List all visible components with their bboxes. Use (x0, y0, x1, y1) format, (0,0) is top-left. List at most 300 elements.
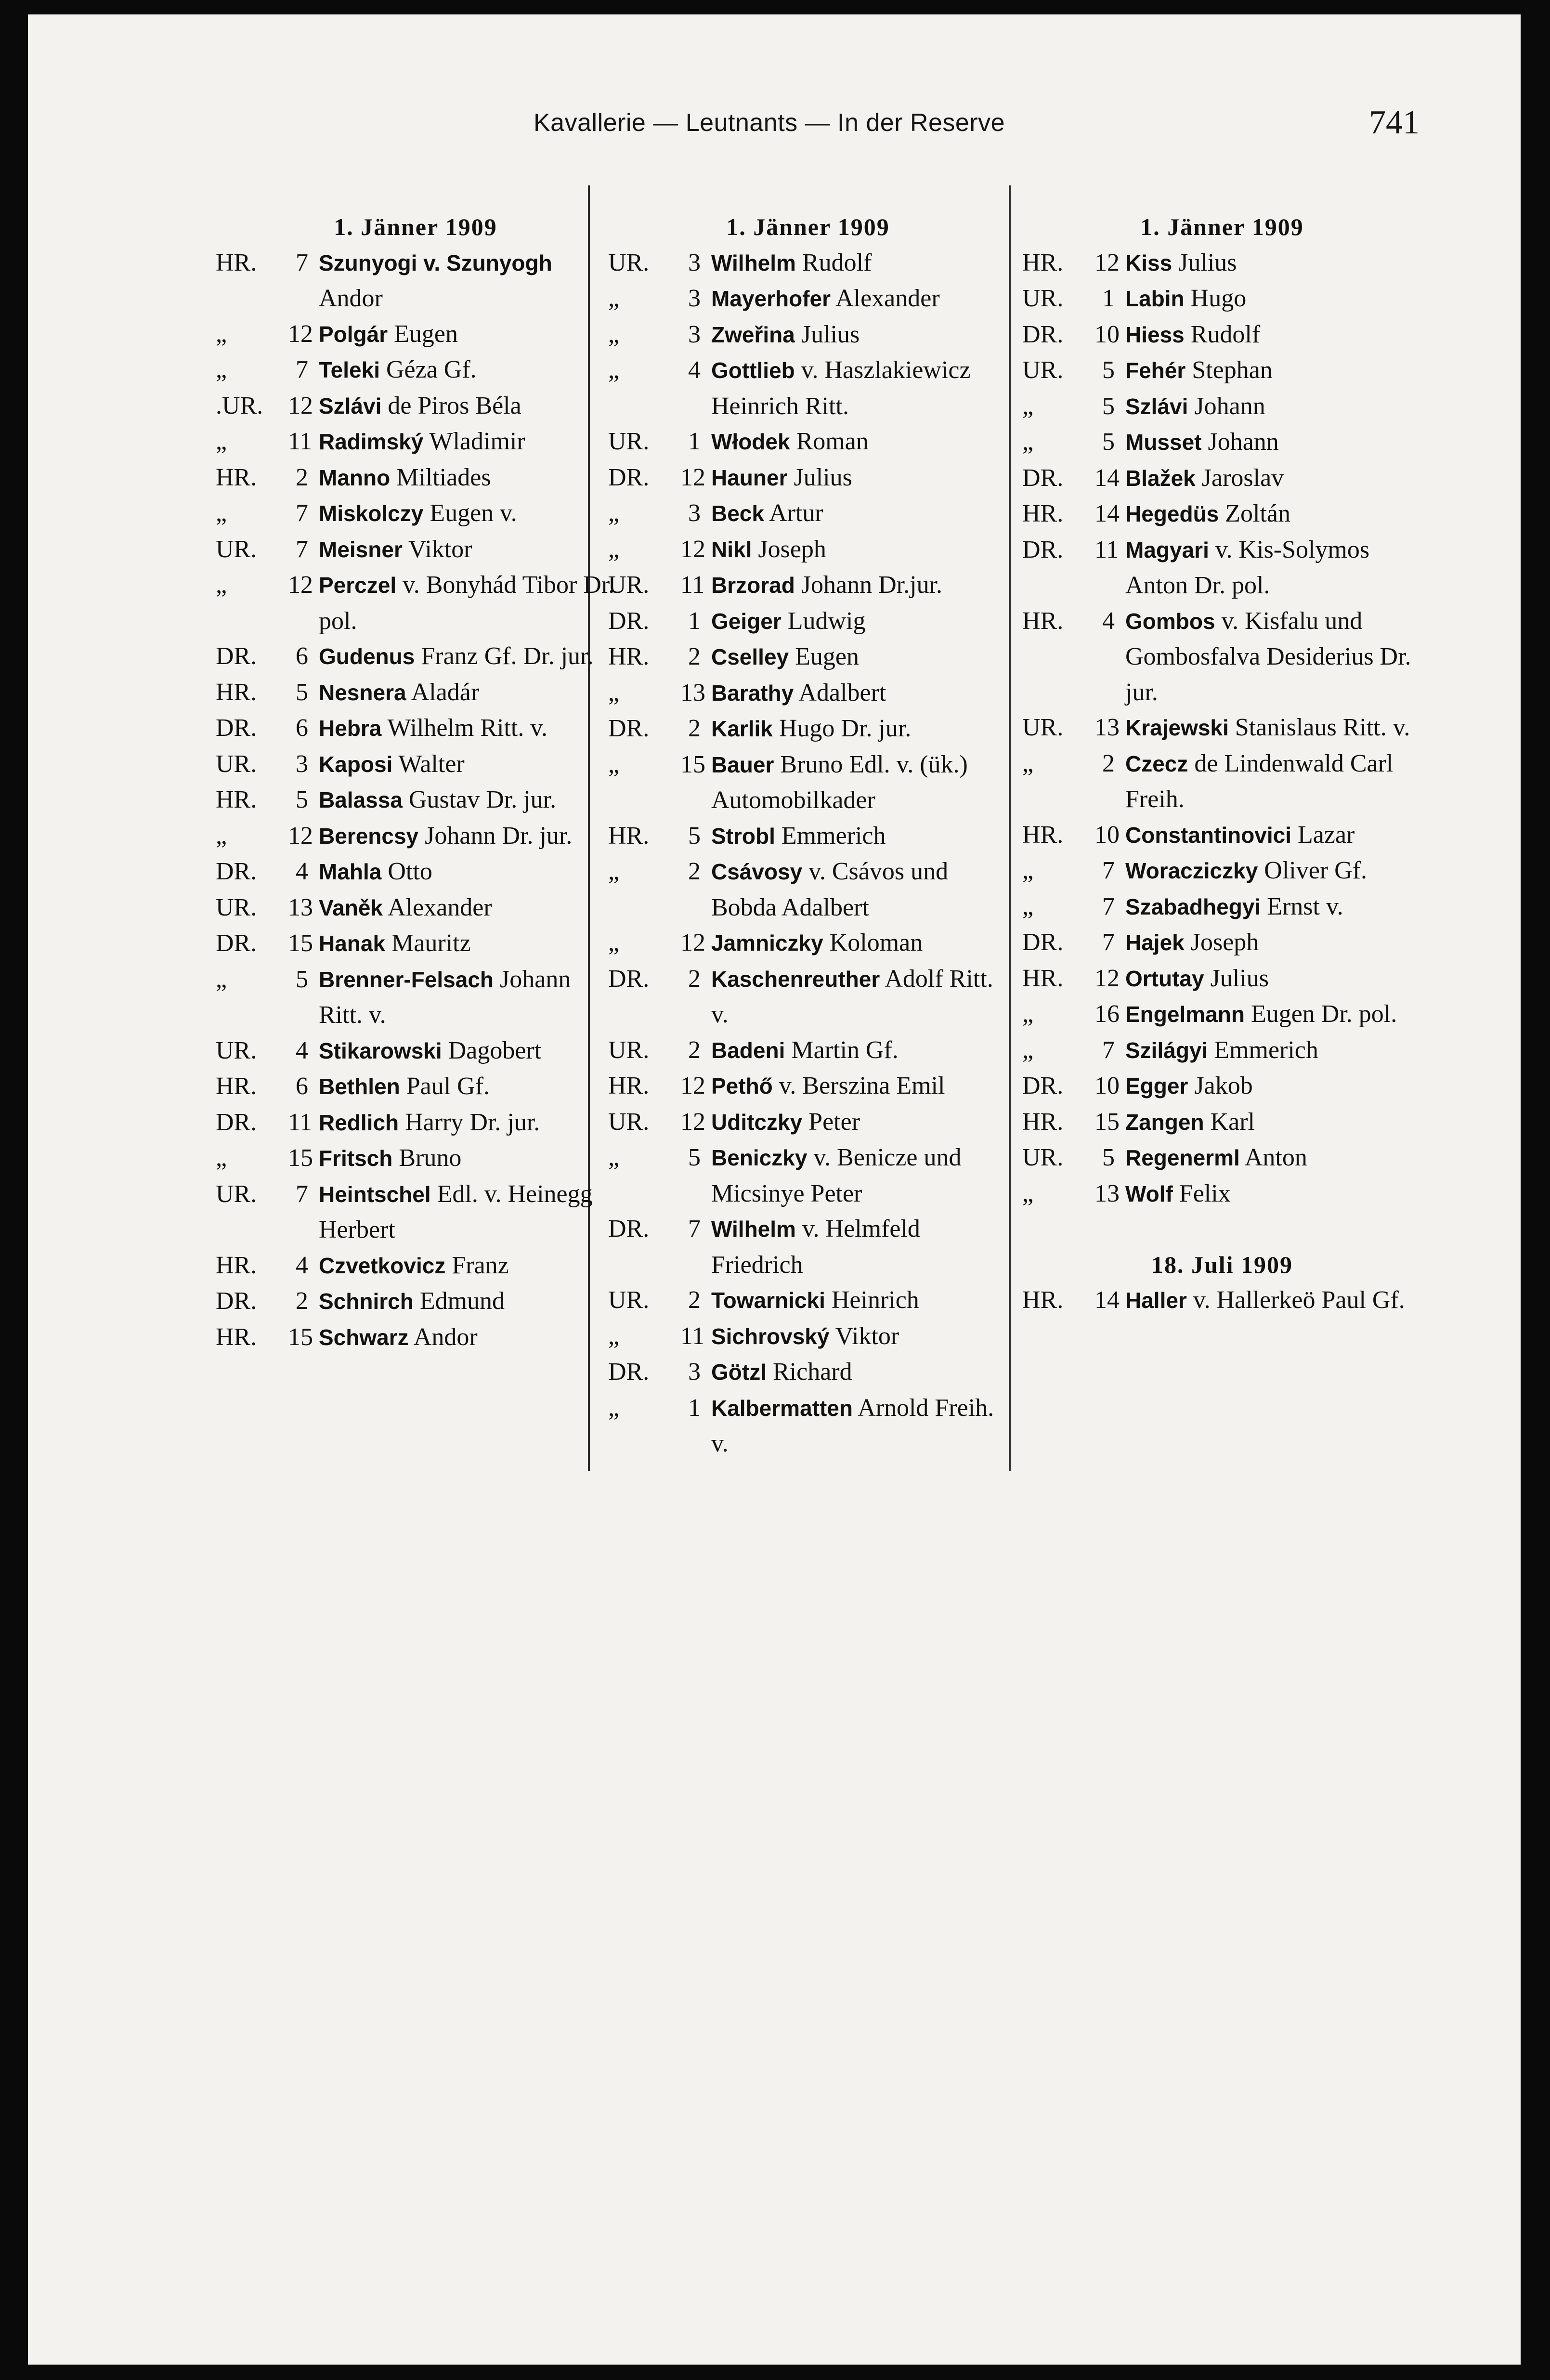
officer-name (319, 818, 615, 854)
list-item (216, 567, 615, 639)
regiment-number: 15 (680, 750, 705, 778)
regiment-number: 4 (296, 858, 308, 885)
regiment-abbr: UR. (608, 1286, 650, 1314)
document-page (28, 14, 1521, 2365)
regiment-abbr: UR. (216, 1036, 257, 1064)
surname: Engelmann (1125, 1002, 1245, 1027)
regiment-abbr: UR. (216, 893, 257, 921)
given-names: Otto (381, 858, 432, 885)
surname: Mayerhofer (711, 286, 831, 311)
regiment-abbr: „ (608, 1394, 620, 1422)
given-names: Johann (1188, 392, 1265, 420)
regiment-number: 2 (688, 858, 701, 885)
surname: Szlávi (1125, 393, 1188, 419)
regiment-abbr: UR. (216, 1180, 257, 1208)
given-names: Oliver Gf. (1258, 857, 1367, 884)
surname: Barathy (711, 680, 794, 706)
given-names: Johann Dr.jur. (795, 571, 943, 599)
given-names: Géza Gf. (380, 356, 477, 383)
given-names: Hugo Dr. jur. (772, 715, 912, 742)
surname: Schwarz (319, 1324, 409, 1350)
officer-name (711, 925, 1008, 961)
regiment-number: 5 (296, 965, 308, 993)
regiment-abbr: UR. (608, 1108, 650, 1136)
surname: Wilhelm (711, 250, 796, 275)
list-item (216, 1069, 615, 1105)
list-item (608, 424, 1008, 460)
list-item (216, 854, 615, 890)
regiment-abbr: DR. (608, 607, 650, 635)
surname: Wilhelm (711, 1216, 796, 1242)
officer-name (711, 532, 1008, 568)
officer-name (1125, 353, 1422, 389)
list-item (1022, 496, 1422, 532)
regiment-number: 7 (1102, 857, 1115, 884)
given-names: Franz Gf. Dr. jur. (415, 642, 594, 670)
list-item (608, 567, 1008, 603)
regiment-number: 12 (680, 535, 705, 563)
list-item (216, 532, 615, 568)
surname: Brzorad (711, 573, 795, 598)
given-names: Johann Dr. jur. (418, 822, 573, 850)
given-names: v. Csávos und Bobda Adalbert (711, 858, 949, 921)
given-names: Paul Gf. (400, 1072, 490, 1100)
surname: Meisner (319, 536, 403, 562)
given-names: Dagobert (442, 1036, 542, 1064)
given-names: Johann Ritt. v. (319, 965, 571, 1029)
officer-name (319, 316, 615, 353)
surname: Szilágyi (1125, 1037, 1208, 1063)
list-item (216, 388, 615, 424)
regiment-number: 10 (1094, 320, 1120, 348)
regiment-number: 14 (1094, 1286, 1120, 1314)
list-item (1022, 389, 1422, 425)
regiment-number: 12 (288, 320, 313, 348)
list-item (608, 281, 1008, 317)
regiment-number: 15 (288, 1144, 313, 1172)
surname: Perczel (319, 573, 397, 598)
regiment-number: 1 (688, 607, 701, 635)
surname: Csávosy (711, 859, 803, 884)
officer-name (319, 388, 615, 424)
surname: Beniczky (711, 1145, 808, 1170)
surname: Musset (1125, 430, 1202, 455)
given-names: v. Benicze und Micsinye Peter (711, 1144, 962, 1207)
given-names: de Piros Béla (381, 392, 521, 419)
surname: Manno (319, 465, 391, 490)
officer-name (319, 1283, 615, 1320)
given-names: Harry Dr. jur. (399, 1108, 540, 1136)
officer-name (711, 1068, 1008, 1104)
regiment-number: 13 (1094, 1179, 1120, 1207)
regiment-number: 12 (288, 392, 313, 419)
regiment-number: 12 (288, 571, 313, 599)
given-names: Lazar (1291, 821, 1355, 849)
list-item (1022, 746, 1422, 817)
list-item (216, 710, 615, 746)
given-names: Jakob (1188, 1072, 1253, 1099)
regiment-abbr: „ (608, 285, 620, 312)
surname: Heintschel (319, 1181, 431, 1207)
regiment-abbr: „ (216, 320, 227, 348)
surname: Hiess (1125, 322, 1185, 347)
regiment-number: 13 (680, 679, 705, 706)
regiment-abbr: „ (608, 356, 620, 384)
page-header (28, 92, 1521, 144)
regiment-number: 7 (1102, 928, 1115, 956)
list-item (608, 854, 1008, 925)
given-names: Ludwig (781, 607, 866, 635)
list-item (1022, 281, 1422, 317)
regiment-number: 2 (688, 1286, 701, 1314)
surname: Jamniczky (711, 930, 823, 955)
regiment-abbr: HR. (216, 1072, 257, 1100)
list-item (608, 603, 1008, 640)
regiment-abbr: .UR. (216, 392, 263, 419)
given-names: Arnold Freih. v. (711, 1394, 994, 1457)
given-names: Bruno Edl. v. (ük.) Automobilkader (711, 750, 968, 814)
list-item (216, 496, 615, 532)
surname: Hauner (711, 465, 788, 490)
officer-name (319, 1140, 615, 1177)
regiment-abbr: „ (608, 320, 620, 348)
list-item (608, 1068, 1008, 1104)
list-item (216, 782, 615, 818)
surname: Berencsy (319, 823, 419, 849)
officer-name (319, 1177, 615, 1248)
given-names: Joseph (1184, 928, 1259, 956)
officer-name (1125, 817, 1422, 853)
given-names: Eugen Dr. pol. (1244, 1000, 1397, 1028)
regiment-number: 12 (680, 463, 705, 491)
surname: Czvetkovicz (319, 1253, 446, 1278)
given-names: Emmerich (775, 822, 886, 850)
regiment-number: 14 (1094, 464, 1120, 492)
list-item (216, 1177, 615, 1248)
regiment-abbr: DR. (1022, 320, 1064, 348)
surname: Nesnera (319, 680, 406, 705)
regiment-abbr: „ (608, 929, 620, 956)
given-names: Hugo (1184, 285, 1247, 312)
surname: Blažek (1125, 465, 1196, 491)
regiment-number: 5 (296, 786, 308, 813)
regiment-number: 2 (688, 643, 701, 670)
regiment-number: 12 (1094, 964, 1120, 992)
regiment-abbr: DR. (216, 1287, 257, 1315)
surname: Egger (1125, 1073, 1188, 1098)
given-names: v. Bonyhád Tibor Dr. pol. (319, 571, 615, 635)
surname: Radimský (319, 429, 424, 454)
regiment-abbr: DR. (216, 929, 257, 957)
officer-name (319, 352, 615, 388)
given-names: Aladár (406, 678, 480, 706)
regiment-abbr: „ (608, 535, 620, 563)
list-item (1022, 532, 1422, 603)
given-names: Karl (1204, 1108, 1255, 1136)
officer-name (711, 460, 1008, 496)
regiment-number: 3 (688, 1358, 701, 1386)
officer-name (1125, 853, 1422, 889)
list-item (216, 926, 615, 962)
officer-name (711, 603, 1008, 640)
list-item (608, 1140, 1008, 1211)
regiment-number: 7 (296, 535, 308, 563)
regiment-number: 14 (1094, 500, 1120, 527)
officer-name (1125, 460, 1422, 497)
regiment-number: 1 (1102, 285, 1115, 312)
list-item (608, 1104, 1008, 1140)
surname: Uditczky (711, 1109, 803, 1135)
officer-name (319, 245, 615, 316)
regiment-abbr: UR. (608, 248, 650, 276)
regiment-abbr: UR. (216, 750, 257, 778)
section-date-heading: 1. Jänner 1909 (1140, 213, 1304, 240)
list-item (608, 1354, 1008, 1390)
given-names: v. Hallerkeö Paul Gf. (1186, 1286, 1405, 1314)
given-names: Julius (1172, 248, 1237, 276)
surname: Balassa (319, 787, 403, 812)
list-item (216, 962, 615, 1033)
given-names: v. Kis-Solymos Anton Dr. pol. (1125, 536, 1370, 599)
regiment-number: 2 (688, 715, 701, 742)
regiment-number: 2 (688, 965, 701, 993)
list-item (1022, 460, 1422, 497)
regiment-abbr: „ (1022, 392, 1034, 420)
officer-name (711, 675, 1008, 711)
given-names: Franz (445, 1251, 509, 1279)
surname: Sichrovský (711, 1323, 830, 1349)
regiment-abbr: DR. (1022, 536, 1064, 563)
list-item (608, 1033, 1008, 1069)
surname: Gudenus (319, 644, 415, 669)
surname: Kalbermatten (711, 1395, 853, 1421)
running-title: Kavallerie — Leutnants — In der Reserve (534, 109, 1005, 137)
list-item (1022, 996, 1422, 1033)
list-item (608, 747, 1008, 818)
surname: Szlávi (319, 393, 382, 418)
surname: Hanak (319, 931, 386, 956)
given-names: Adolf Ritt. v. (711, 965, 993, 1028)
given-names: v. Berszina Emil (772, 1072, 945, 1099)
regiment-number: 5 (688, 1144, 701, 1171)
officer-name (711, 281, 1008, 317)
officer-name (1125, 603, 1422, 710)
regiment-number: 1 (688, 1394, 701, 1422)
surname: Zweřina (711, 322, 795, 347)
regiment-abbr: DR. (1022, 464, 1064, 492)
list-item (608, 639, 1008, 675)
regiment-abbr: UR. (1022, 356, 1064, 384)
regiment-abbr: UR. (1022, 714, 1064, 741)
officer-name (319, 962, 615, 1033)
regiment-abbr: „ (216, 1144, 227, 1172)
officer-name (1125, 389, 1422, 425)
list-item (216, 639, 615, 675)
list-item (1022, 424, 1422, 460)
regiment-abbr: HR. (216, 463, 257, 491)
regiment-number: 4 (1102, 607, 1115, 635)
officer-name (711, 854, 1008, 925)
regiment-number: 7 (296, 499, 308, 527)
regiment-number: 4 (688, 356, 701, 384)
surname: Götzl (711, 1360, 767, 1385)
surname: Kaposi (319, 751, 393, 777)
given-names: Adalbert (794, 679, 886, 706)
regiment-abbr: „ (1022, 1179, 1034, 1207)
given-names: Rudolf (795, 248, 872, 276)
regiment-number: 7 (1102, 892, 1115, 920)
list-item (216, 352, 615, 388)
surname: Pethő (711, 1073, 773, 1098)
officer-name (319, 1320, 615, 1356)
officer-name (1125, 1068, 1422, 1104)
section-date-heading: 1. Jänner 1909 (334, 213, 497, 240)
officer-name (319, 424, 615, 460)
officer-name (319, 782, 615, 818)
regiment-abbr: „ (608, 1322, 620, 1350)
officer-name (319, 639, 615, 675)
regiment-abbr: DR. (1022, 1072, 1064, 1099)
officer-name (1125, 496, 1422, 532)
officer-name (1125, 996, 1422, 1033)
surname: Ortutay (1125, 966, 1204, 991)
list-item (216, 460, 615, 496)
given-names: Julius (787, 463, 852, 491)
list-item (1022, 245, 1422, 281)
regiment-number: 7 (296, 1180, 308, 1208)
given-names: Johann (1201, 428, 1279, 456)
regiment-abbr: HR. (1022, 1286, 1064, 1314)
surname: Krajewski (1125, 715, 1229, 740)
list-item (216, 746, 615, 783)
regiment-number: 15 (1094, 1108, 1120, 1136)
given-names: Heinrich (825, 1286, 919, 1314)
given-names: Andor (408, 1323, 478, 1351)
regiment-number: 10 (1094, 821, 1120, 849)
officer-name (319, 675, 615, 711)
officer-name (1125, 281, 1422, 317)
officer-name (319, 1033, 615, 1069)
given-names: Eugen v. (423, 499, 517, 527)
surname: Strobl (711, 823, 775, 849)
officer-name (711, 353, 1008, 424)
given-names: Miltiades (390, 463, 491, 491)
surname: Badeni (711, 1037, 785, 1063)
regiment-number: 4 (296, 1251, 308, 1279)
given-names: Martin Gf. (785, 1036, 899, 1064)
list-item (608, 1390, 1008, 1462)
officer-name (319, 496, 615, 532)
given-names: Bruno (392, 1144, 462, 1172)
officer-name (711, 961, 1008, 1033)
given-names: Rudolf (1184, 320, 1261, 348)
regiment-abbr: „ (1022, 1036, 1034, 1064)
officer-name (711, 747, 1008, 818)
officer-name (711, 711, 1008, 747)
officer-name (319, 460, 615, 496)
regiment-number: 6 (296, 714, 308, 742)
surname: Gottlieb (711, 358, 795, 383)
given-names: Richard (766, 1358, 852, 1386)
regiment-abbr: „ (216, 499, 227, 527)
regiment-abbr: „ (216, 571, 227, 599)
regiment-abbr: UR. (1022, 285, 1064, 312)
list-item (1022, 1033, 1422, 1069)
regiment-abbr: HR. (1022, 964, 1064, 992)
regiment-number: 7 (688, 1215, 701, 1242)
list-item (608, 1282, 1008, 1319)
surname: Kiss (1125, 250, 1172, 275)
regiment-abbr: „ (216, 356, 227, 383)
list-item (608, 532, 1008, 568)
regiment-number: 16 (1094, 1000, 1120, 1028)
list-item (1022, 1282, 1422, 1319)
regiment-abbr: UR. (608, 1036, 650, 1064)
officer-name (711, 1354, 1008, 1390)
surname: Fehér (1125, 358, 1186, 383)
officer-name (711, 1390, 1008, 1462)
regiment-number: 2 (688, 1036, 701, 1064)
column-3 (1022, 209, 1422, 1319)
regiment-number: 5 (1102, 392, 1115, 420)
surname: Włodek (711, 429, 790, 454)
given-names: Eugen (789, 643, 859, 670)
officer-name (711, 317, 1008, 353)
list-item (216, 1248, 615, 1284)
list-item (1022, 889, 1422, 925)
regiment-number: 7 (296, 248, 308, 276)
given-names: Zoltán (1219, 500, 1291, 527)
surname: Zangen (1125, 1109, 1204, 1135)
regiment-number: 3 (688, 248, 701, 276)
regiment-abbr: DR. (608, 715, 650, 742)
list-item (1022, 1140, 1422, 1176)
officer-name (711, 1319, 1008, 1355)
surname: Bauer (711, 752, 774, 777)
surname: Cselley (711, 644, 789, 669)
surname: Szabadhegyi (1125, 894, 1261, 919)
given-names: v. Kisfalu und Gombosfalva Desiderius Dr. jur. (1125, 607, 1411, 706)
regiment-number: 12 (1094, 248, 1120, 276)
list-item (1022, 353, 1422, 389)
surname: Towarnicki (711, 1288, 825, 1313)
officer-name (1125, 1140, 1422, 1176)
regiment-number: 5 (296, 678, 308, 706)
regiment-abbr: „ (608, 679, 620, 706)
surname: Wolf (1125, 1181, 1173, 1206)
surname: Hajek (1125, 930, 1185, 955)
regiment-abbr: DR. (216, 1108, 257, 1136)
regiment-number: 11 (288, 428, 313, 455)
regiment-number: 13 (288, 893, 313, 921)
regiment-number: 2 (296, 463, 308, 491)
given-names: Eugen (388, 320, 458, 348)
surname: Labin (1125, 286, 1185, 311)
surname: Haller (1125, 1288, 1187, 1313)
surname: Beck (711, 501, 764, 526)
regiment-number: 12 (680, 929, 705, 956)
column-divider (1009, 185, 1011, 1471)
regiment-abbr: „ (608, 499, 620, 527)
officer-name (1125, 889, 1422, 925)
officer-name (711, 424, 1008, 460)
list-item (216, 1105, 615, 1141)
officer-name (711, 639, 1008, 675)
given-names: Emmerich (1208, 1036, 1318, 1064)
regiment-number: 11 (288, 1108, 313, 1136)
surname: Stikarowski (319, 1038, 442, 1063)
given-names: Joseph (752, 535, 826, 563)
